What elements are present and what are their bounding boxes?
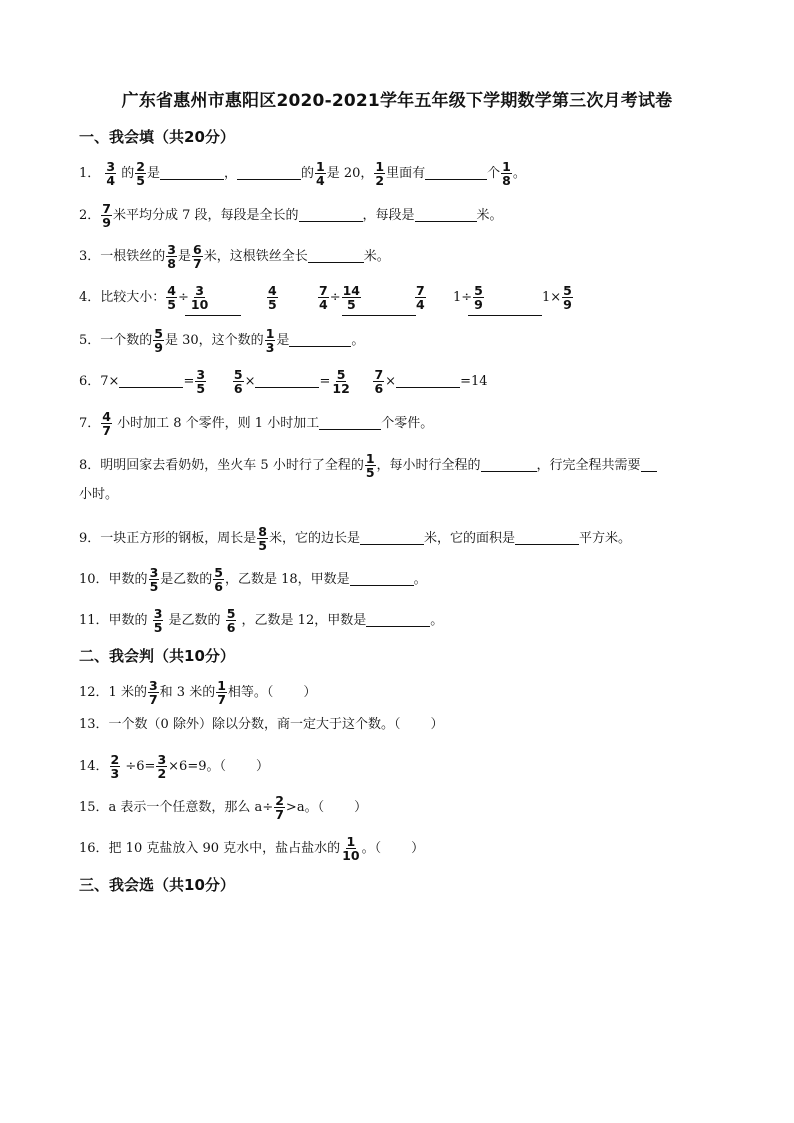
fraction: $\frac{3}{2}$ xyxy=(157,752,167,782)
fraction: $\frac{3}{5}$ xyxy=(149,565,159,595)
question-11: 11．甲数的 $\frac{3}{5}$ 是乙数的 $\frac{5}{6}$ ，乙数是 12，甲数是 。 xyxy=(79,606,444,636)
answer-blank[interactable] xyxy=(342,314,416,316)
answer-blank[interactable] xyxy=(255,386,319,388)
answer-blank[interactable] xyxy=(425,178,487,180)
question-14: 14． $\frac{2}{3}$ ÷6= $\frac{3}{2}$ ×6=9。（ ） xyxy=(79,752,269,782)
question-12: 12．1 米的 $\frac{3}{7}$ 和 3 米的 $\frac{1}{7}$ 相等。（ ） xyxy=(79,678,317,708)
fraction: $\frac{5}{6}$ xyxy=(226,606,236,636)
fraction: $\frac{4}{5}$ xyxy=(167,283,176,313)
fraction: $\frac{5}{9}$ xyxy=(563,283,572,313)
fraction: $\frac{1}{2}$ xyxy=(375,159,385,189)
fraction: $\frac{2}{3}$ xyxy=(110,752,120,782)
answer-blank[interactable] xyxy=(308,261,364,263)
fraction: $\frac{7}{9}$ xyxy=(102,201,111,231)
answer-blank[interactable] xyxy=(641,470,657,472)
fraction: $\frac{6}{7}$ xyxy=(193,242,202,272)
fraction: $\frac{1}{4}$ xyxy=(316,159,325,189)
question-7: 7． $\frac{4}{7}$ 小时加工 8 个零件，则 1 小时加工 个零件。 xyxy=(79,409,434,439)
fraction: $\frac{1}{7}$ xyxy=(217,678,226,708)
fraction: $\frac{1}{3}$ xyxy=(265,326,275,356)
fraction: $\frac{3}{5}$ xyxy=(196,367,206,397)
answer-blank[interactable] xyxy=(515,543,579,545)
fraction: $\frac{4}{5}$ xyxy=(268,283,277,313)
answer-blank[interactable] xyxy=(366,625,430,627)
fraction: $\frac{5}{12}$ xyxy=(332,367,350,397)
fraction: $\frac{8}{5}$ xyxy=(258,524,267,554)
fraction: $\frac{1}{5}$ xyxy=(365,451,375,481)
question-13: 13．一个数（0 除外）除以分数，商一定大于这个数。（ ） xyxy=(79,717,444,732)
fraction: $\frac{3}{10}$ xyxy=(190,283,209,313)
question-8-continued: 小时。 xyxy=(79,487,119,502)
fraction: $\frac{1}{8}$ xyxy=(502,159,511,189)
fraction: $\frac{1}{10}$ xyxy=(342,834,360,864)
question-10: 10．甲数的 $\frac{3}{5}$ 是乙数的 $\frac{5}{6}$ ，乙数是 18，甲数是 。 xyxy=(79,565,427,595)
question-16: 16．把 10 克盐放入 90 克水中，盐占盐水的 $\frac{1}{10}$ 。（ ） xyxy=(79,834,425,864)
fraction: $\frac{7}{4}$ xyxy=(416,283,425,313)
answer-blank[interactable] xyxy=(319,428,381,430)
fraction: $\frac{7}{4}$ xyxy=(319,283,328,313)
fraction: $\frac{5}{9}$ xyxy=(154,326,163,356)
answer-blank[interactable] xyxy=(481,470,537,472)
fraction: $\frac{2}{7}$ xyxy=(275,793,284,823)
answer-blank[interactable] xyxy=(396,386,460,388)
fraction: $\frac{2}{5}$ xyxy=(136,159,145,189)
answer-blank[interactable] xyxy=(415,220,477,222)
answer-blank[interactable] xyxy=(350,584,414,586)
answer-blank[interactable] xyxy=(119,386,183,388)
fraction: $\frac{3}{5}$ xyxy=(153,606,163,636)
fraction: $\frac{7}{6}$ xyxy=(374,367,384,397)
question-3: 3．一根铁丝的 $\frac{3}{8}$ 是 $\frac{6}{7}$ 米，这根铁丝全长 米。 xyxy=(79,242,390,272)
section-heading-judge: 二、我会判（共10分） xyxy=(79,647,235,665)
fraction: $\frac{5}{6}$ xyxy=(214,565,223,595)
answer-blank[interactable] xyxy=(468,314,542,316)
question-4-part: 1× $\frac{5}{9}$ xyxy=(542,283,572,313)
question-4-part: $\frac{7}{4}$ ÷ $\frac{14}{5}$ xyxy=(319,283,361,313)
answer-blank[interactable] xyxy=(185,314,241,316)
question-9: 9．一块正方形的钢板，周长是 $\frac{8}{5}$ 米，它的边长是 米，它的面积是 平方米。 xyxy=(79,524,632,554)
fraction: $\frac{4}{7}$ xyxy=(102,409,111,439)
answer-blank[interactable] xyxy=(360,543,424,545)
fraction: $\frac{3}{7}$ xyxy=(148,678,158,708)
question-1: 1． $\frac{3}{4}$ 的 $\frac{2}{5}$ 是 ， 的 $\frac{1}{4}$ 是 20， $\frac{1}{2}$ 里面有 个 $\frac{1}{8}$ 。 xyxy=(79,159,526,189)
fraction: $\frac{5}{9}$ xyxy=(474,283,483,313)
answer-blank[interactable] xyxy=(289,345,351,347)
fraction: $\frac{3}{8}$ xyxy=(167,242,176,272)
answer-blank[interactable] xyxy=(160,178,224,180)
question-2: 2． $\frac{7}{9}$ 米平均分成 7 段，每段是全长的 ，每段是 米。 xyxy=(79,201,503,231)
answer-blank[interactable] xyxy=(299,220,363,222)
question-4-part: 1÷ $\frac{5}{9}$ xyxy=(453,283,483,313)
answer-blank[interactable] xyxy=(237,178,301,180)
question-4-part xyxy=(266,284,279,311)
section-heading-fill: 一、我会填（共20分） xyxy=(79,128,235,146)
question-5: 5．一个数的 $\frac{5}{9}$ 是 30，这个数的 $\frac{1}{3}$ 是 。 xyxy=(79,326,365,356)
section-heading-choose: 三、我会选（共10分） xyxy=(79,876,235,894)
question-6: 6．7× = $\frac{3}{5}$ $\frac{5}{6}$ × = $\frac{5}{12}$ $\frac{7}{6}$ × =14 xyxy=(79,367,488,397)
page-title: 广东省惠州市惠阳区2020-2021学年五年级下学期数学第三次月考试卷 xyxy=(121,91,673,111)
fraction: $\frac{14}{5}$ xyxy=(342,283,361,313)
question-15: 15．a 表示一个任意数，那么 a÷ $\frac{2}{7}$ >a。（ ） xyxy=(79,793,368,823)
question-8: 8．明明回家去看奶奶，坐火车 5 小时行了全程的 $\frac{1}{5}$ ，每小时行全程的 ，行完全程共需要 xyxy=(79,452,657,479)
question-4-part xyxy=(414,284,427,311)
fraction: $\frac{5}{6}$ xyxy=(233,367,243,397)
question-4: 4．比较大小： $\frac{4}{5}$ ÷ $\frac{3}{10}$ xyxy=(79,283,209,313)
fraction: $\frac{3}{4}$ xyxy=(106,159,116,189)
